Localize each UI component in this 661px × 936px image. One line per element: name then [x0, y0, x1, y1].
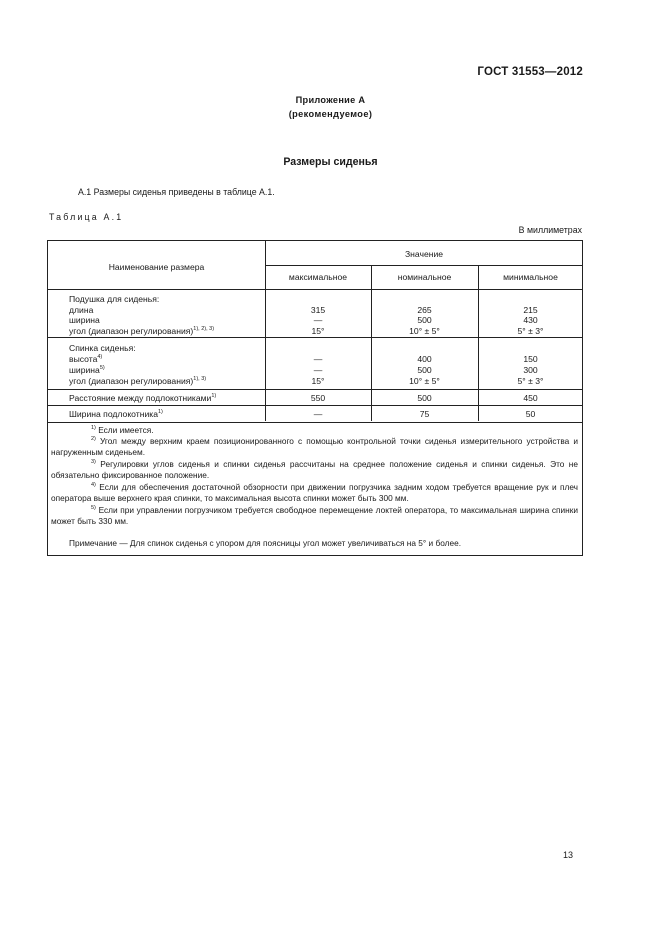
footnote: 3) Регулировки углов сиденья и спинки сиденья рассчитаны на среднее положение сиденья и спинки сиденья. Это не обязательно фиксированное положение. — [51, 459, 578, 481]
cell-nom: 265 — [417, 305, 432, 315]
cell-max: 15° — [311, 326, 325, 336]
section-title: Размеры сиденья — [283, 156, 378, 168]
cell-max: — — [313, 315, 323, 325]
row-label: Расстояние между подлокотниками$^{1)}$ — [69, 393, 217, 403]
cell-nom: 75 — [419, 409, 430, 419]
cell-nom: 400 — [417, 354, 432, 364]
table-note: Примечание — Для спинок сиденья с упором для поясницы угол может увеличиваться на 5° и более. — [69, 538, 462, 548]
cell-min: 5° ± 3° — [517, 326, 544, 336]
table-rule — [48, 405, 582, 406]
appendix-subtitle: (рекомендуемое) — [288, 109, 373, 119]
table-rule — [48, 422, 582, 423]
table-label: Таблица А.1 — [49, 212, 124, 222]
cell-nom: 500 — [417, 315, 432, 325]
cell-nom: 10° ± 5° — [409, 326, 440, 336]
header-value: Значение — [404, 249, 444, 259]
table-rule — [48, 337, 582, 338]
cell-min: 150 — [523, 354, 538, 364]
cell-min: 430 — [523, 315, 538, 325]
table-rule — [48, 389, 582, 390]
appendix-title: Приложение А — [295, 95, 366, 105]
footnote-ref: 1), 2), 3) — [193, 326, 215, 332]
cell-min: 50 — [525, 409, 536, 419]
intro-paragraph: А.1 Размеры сиденья приведены в таблице А.1. — [78, 187, 275, 197]
footnote-ref: 4) — [97, 354, 103, 360]
row-label: Ширина подлокотника$^{1)}$ — [69, 409, 163, 419]
row-label: высота$^{4)}$ — [69, 354, 103, 364]
cell-nom: 10° ± 5° — [409, 376, 440, 386]
header-nom: номинальное — [397, 272, 452, 282]
back-title: Спинка сиденья: — [69, 343, 136, 353]
header-min: минимальное — [503, 272, 558, 282]
row-label: ширина — [69, 315, 100, 325]
header-max: максимальное — [288, 272, 348, 282]
table-units: В миллиметрах — [518, 225, 582, 235]
row-label: угол (диапазон регулирования)$^{1), 2), 3)}$ — [69, 326, 215, 336]
footnote-ref: 5) — [99, 365, 105, 371]
cell-nom: 500 — [417, 365, 432, 375]
footnote: 5) Если при управлении погрузчиком требуется свободное перемещение локтей оператора, то максимальная ширина спинки может быть 330 мм. — [51, 505, 578, 527]
table-rule — [48, 289, 582, 290]
row-label: длина — [69, 305, 94, 315]
page-number: 13 — [562, 850, 573, 860]
cell-max: — — [313, 365, 323, 375]
cell-min: 215 — [523, 305, 538, 315]
row-label: ширина$^{5)}$ — [69, 365, 105, 375]
cell-min: 450 — [523, 393, 538, 403]
row-label: угол (диапазон регулирования)$^{1), 3)}$ — [69, 376, 207, 386]
footnote: 1) Если имеется. — [91, 425, 154, 435]
footnote-ref: 1) — [157, 409, 163, 415]
cell-max: 15° — [311, 376, 325, 386]
standard-number: ГОСТ 31553—2012 — [477, 66, 583, 78]
cell-max: 315 — [310, 305, 326, 315]
table-rule — [265, 265, 582, 266]
footnote-ref: 1) — [211, 393, 217, 399]
cell-nom: 500 — [417, 393, 432, 403]
cell-max: — — [313, 409, 323, 419]
footnote: 2) Угол между верхним краем позиционированного с помощью контрольной точки сиденья измерительного устройства и нагруженным сиденьем. — [51, 436, 578, 458]
header-name: Наименование размера — [108, 262, 205, 272]
cushion-title: Подушка для сиденья: — [69, 294, 160, 304]
footnote: 4) Если для обеспечения достаточной обзорности при движении погрузчика задним ходом требуется вращение рук и плеч оператора выше верхнего края спинки, то максимальная высота спинки может быть 300 мм. — [51, 482, 579, 504]
cell-max: 550 — [310, 393, 326, 403]
footnote-ref: 1), 3) — [193, 376, 207, 382]
cell-min: 5° ± 3° — [517, 376, 544, 386]
cell-max: — — [313, 354, 323, 364]
cell-min: 300 — [523, 365, 538, 375]
dimensions-table — [47, 240, 583, 556]
